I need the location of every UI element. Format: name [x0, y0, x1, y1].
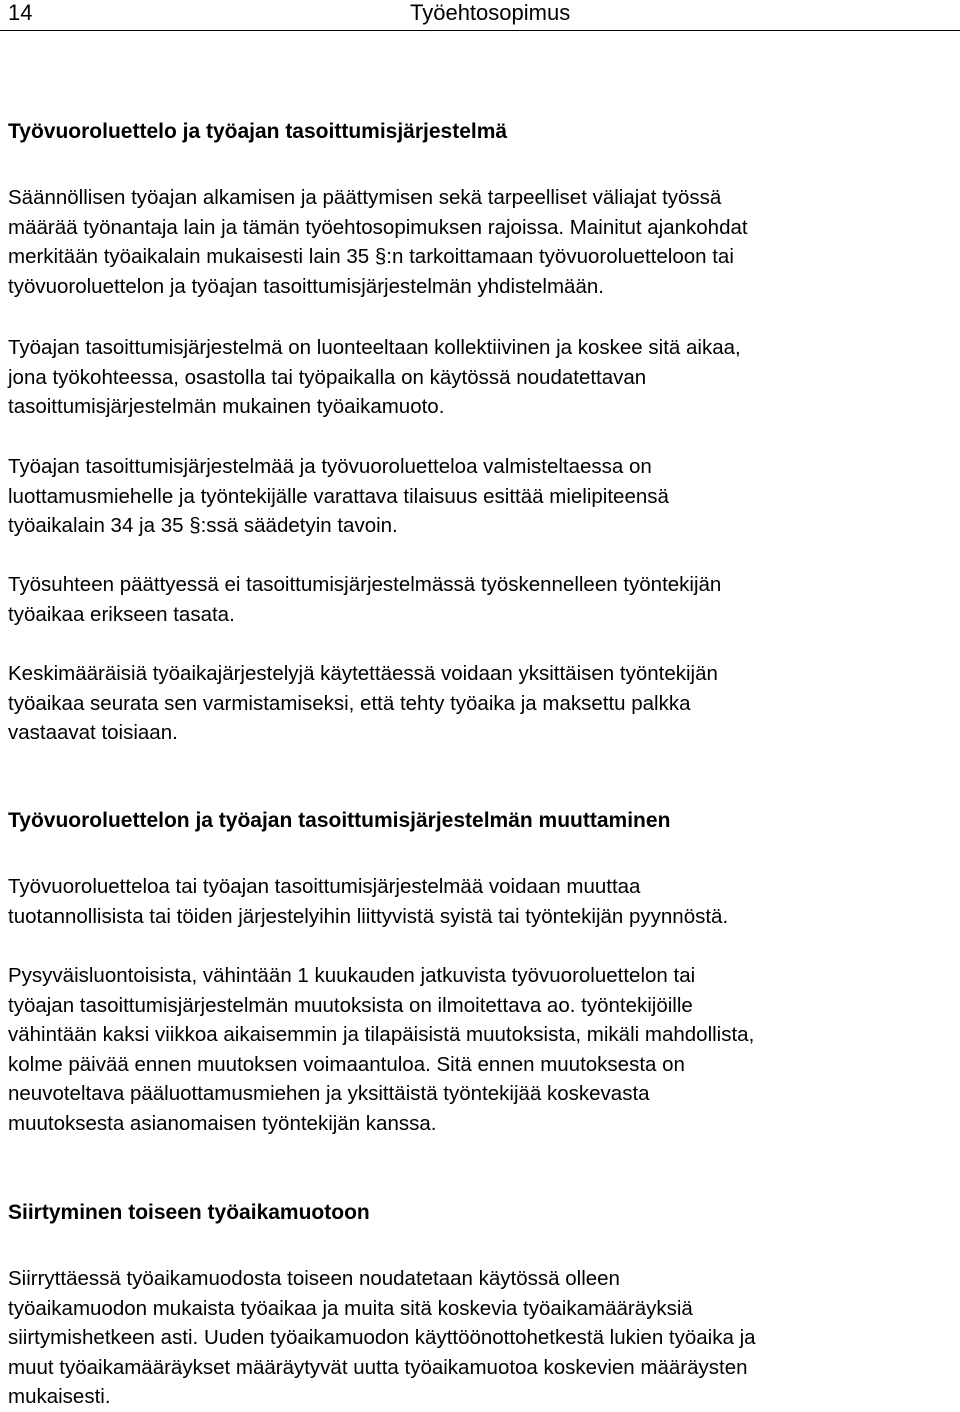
- text-line: muutoksesta asianomaisen työntekijän kanssa.: [8, 1111, 437, 1135]
- text-line: Säännöllisen työajan alkamisen ja päättymisen sekä tarpeelliset väliajat työssä: [8, 186, 722, 209]
- text-line: Työajan tasoittumisjärjestelmä on luonteeltaan kollektiivinen ja koskee sitä aikaa,: [8, 336, 741, 359]
- text-line: kolme päivää ennen muutoksen voimaantuloa. Sitä ennen muutoksesta on: [8, 1052, 685, 1076]
- paragraph: [8, 183, 958, 301]
- section-heading: Siirtyminen toiseen työaikamuotoon: [8, 1201, 370, 1224]
- text-line: työaikamuodon mukaista työaikaa ja muita sitä koskevia työaikamääräyksiä: [8, 1296, 693, 1320]
- paragraph: [8, 872, 958, 931]
- text-line: työajan tasoittumisjärjestelmän muutoksista on ilmoitettava ao. työntekijöille: [8, 993, 693, 1017]
- page-number: 14: [8, 0, 33, 25]
- text-line: Keskimääräisiä työaikajärjestelyjä käytettäessä voidaan yksittäisen työntekijän: [8, 662, 718, 685]
- paragraph: [8, 452, 958, 541]
- paragraph: [8, 961, 958, 1139]
- section-heading: Työvuoroluettelon ja työajan tasoittumisjärjestelmän muuttaminen: [8, 809, 671, 832]
- text-line: määrää työnantaja lain ja tämän työehtosopimuksen rajoissa. Mainitut ajankohdat: [8, 215, 748, 239]
- text-line: työvuoroluettelon ja työajan tasoittumisjärjestelmän yhdistelmään.: [8, 274, 604, 298]
- text-line: Siirryttäessä työaikamuodosta toiseen noudatetaan käytössä olleen: [8, 1267, 620, 1290]
- paragraph: [8, 570, 958, 629]
- running-title: Työehtosopimus: [410, 0, 571, 25]
- paragraph: [8, 1264, 958, 1412]
- text-line: neuvoteltava pääluottamusmiehen ja yksittäistä työntekijää koskevasta: [8, 1082, 650, 1106]
- text-line: tasoittumisjärjestelmän mukainen työaikamuoto.: [8, 395, 445, 419]
- text-line: mukaisesti.: [8, 1385, 111, 1409]
- text-line: luottamusmiehelle ja työntekijälle varattava tilaisuus esittää mielipiteensä: [8, 484, 669, 508]
- text-line: Työvuoroluetteloa tai työajan tasoittumisjärjestelmää voidaan muuttaa: [8, 875, 641, 898]
- text-line: Työajan tasoittumisjärjestelmää ja työvuoroluetteloa valmisteltaessa on: [8, 455, 652, 478]
- text-line: vähintään kaksi viikkoa aikaisemmin ja tilapäisistä muutoksista, mikäli mahdollista,: [8, 1023, 755, 1047]
- text-line: työaikaa seurata sen varmistamiseksi, että tehty työaika ja maksettu palkka: [8, 691, 691, 715]
- text-line: siirtymishetkeen asti. Uuden työaikamuodon käyttöönottohetkestä lukien työaika ja: [8, 1326, 756, 1350]
- section-heading: Työvuoroluettelo ja työajan tasoittumisjärjestelmä: [8, 120, 508, 143]
- text-line: työaikaa erikseen tasata.: [8, 602, 235, 626]
- paragraph: [8, 659, 958, 748]
- text-line: vastaavat toisiaan.: [8, 721, 178, 745]
- text-line: Työsuhteen päättyessä ei tasoittumisjärjestelmässä työskennelleen työntekijän: [8, 573, 722, 596]
- text-line: muut työaikamääräykset määräytyvät uutta työaikamuotoa koskevien määräysten: [8, 1355, 748, 1379]
- paragraph: [8, 333, 958, 422]
- page-header: [0, 0, 960, 31]
- text-line: jona työkohteessa, osastolla tai työpaikalla on käytössä noudatettavan: [8, 365, 647, 389]
- text-line: Pysyväisluontoisista, vähintään 1 kuukauden jatkuvista työvuoroluettelon tai: [8, 964, 696, 987]
- text-line: tuotannollisista tai töiden järjestelyihin liittyvistä syistä tai työntekijän pyynnöstä.: [8, 904, 729, 928]
- text-line: työaikalain 34 ja 35 §:ssä säädetyin tavoin.: [8, 514, 398, 538]
- text-line: merkitään työaikalain mukaisesti lain 35 §:n tarkoittamaan työvuoroluetteloon tai: [8, 245, 734, 269]
